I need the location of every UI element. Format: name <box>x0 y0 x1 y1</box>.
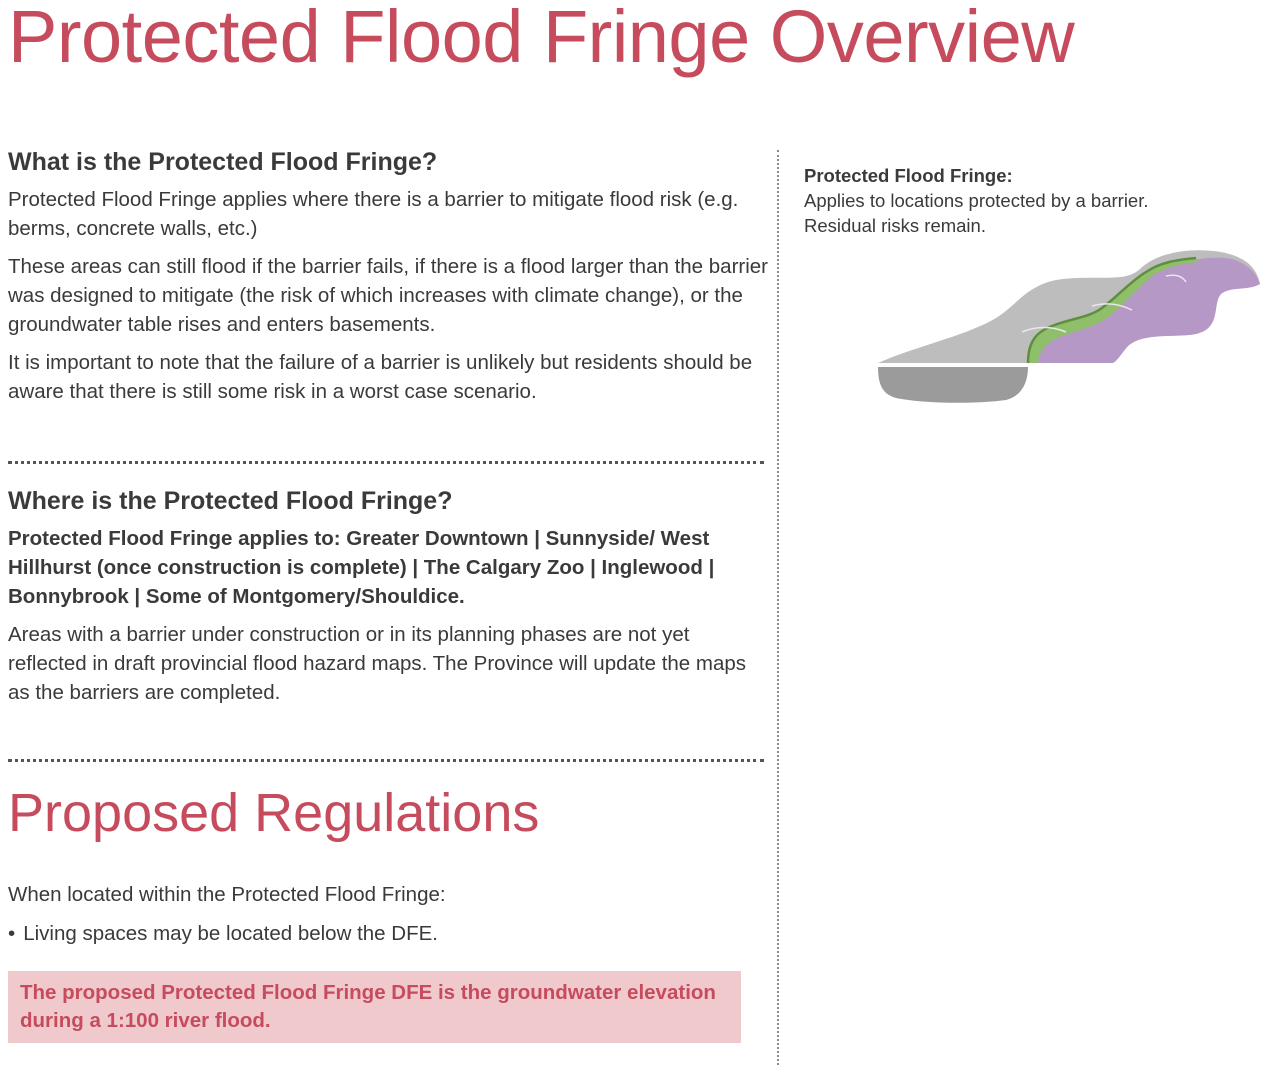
where-section <box>8 487 768 716</box>
where-heading: Where is the Protected Flood Fringe? <box>8 487 453 515</box>
legend-line-2: Residual risks remain. <box>804 215 986 236</box>
regulations-block <box>8 880 748 958</box>
regulations-bullet-text: Living spaces may be located below the DFE. <box>23 922 438 945</box>
where-note: Areas with a barrier under construction or in its planning phases are not yet reflected in draft provincial flood hazard maps. The Province will update the maps as the barriers are completed. <box>8 623 747 704</box>
where-applies: Protected Flood Fringe applies to: Greater Downtown | Sunnyside/ West Hillhurst (once construction is complete) | The Calgary Zoo | Inglewood | Bonnybrook | Some of Montgomery/Shouldice. <box>8 527 715 608</box>
regulations-bullet-item <box>8 919 748 948</box>
divider-1 <box>8 461 764 464</box>
regulations-intro: When located within the Protected Flood Fringe: <box>8 883 446 906</box>
legend <box>804 163 1234 238</box>
dfe-callout: The proposed Protected Flood Fringe DFE is the groundwater elevation during a 1:100 river flood. <box>8 971 741 1043</box>
protected-flood-fringe-illustration <box>876 246 1266 406</box>
page-title: Protected Flood Fringe Overview <box>8 0 1075 78</box>
left-column <box>8 148 768 415</box>
river-channel-shape <box>878 367 1028 403</box>
legend-title: Protected Flood Fringe: <box>804 165 1013 186</box>
what-paragraph-3: It is important to note that the failure of a barrier is unlikely but residents should be aware that there is still some risk in a worst case scenario. <box>8 351 753 403</box>
what-paragraph-2: These areas can still flood if the barrier fails, if there is a flood larger than the barrier was designed to mitigate (the risk of which increases with climate change), or the groundwater table rises and enters basements. <box>8 255 769 336</box>
divider-2 <box>8 759 764 762</box>
column-divider <box>777 150 779 1065</box>
regulations-heading: Proposed Regulations <box>8 783 540 843</box>
what-heading: What is the Protected Flood Fringe? <box>8 148 438 176</box>
what-paragraph-1: Protected Flood Fringe applies where there is a barrier to mitigate flood risk (e.g. berms, concrete walls, etc.) <box>8 188 739 240</box>
legend-line-1: Applies to locations protected by a barrier. <box>804 190 1149 211</box>
bullet-dot: • <box>8 922 16 945</box>
